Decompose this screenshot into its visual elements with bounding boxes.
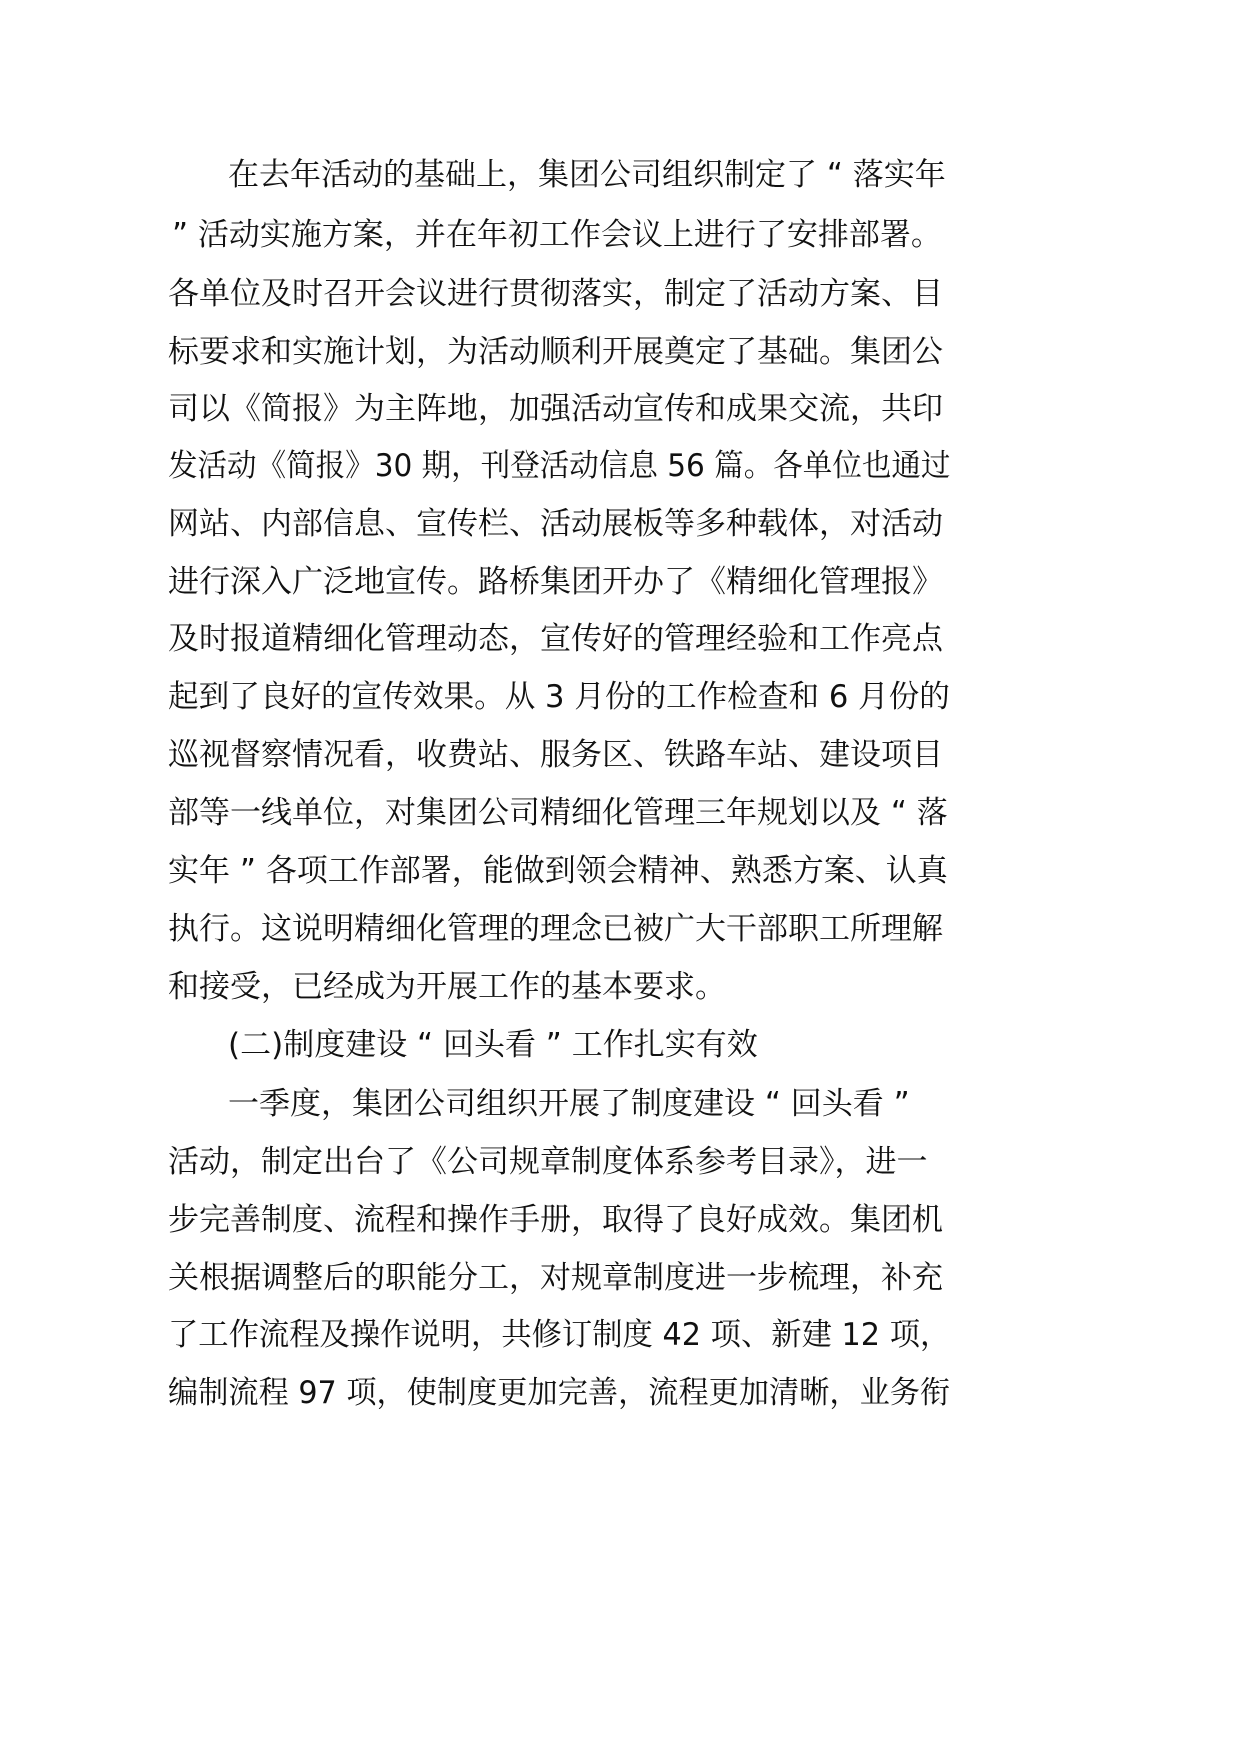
line-text: 了工作流程及操作说明，共修订制度 42 项、新建 12 项，	[168, 1317, 951, 1353]
text-line	[0, 1072, 1240, 1136]
text-line	[0, 665, 1240, 729]
text-line	[0, 897, 1240, 961]
section-heading	[0, 1013, 1240, 1077]
line-text: 起到了良好的宣传效果。从 3 月份的工作检查和 6 月份的	[168, 679, 950, 715]
line-text: 网站、内部信息、宣传栏、活动展板等多种载体，对活动	[168, 506, 943, 542]
text-line	[0, 781, 1240, 845]
line-text: 关根据调整后的职能分工，对规章制度进一步梳理，补充	[168, 1260, 943, 1296]
text-line	[0, 377, 1240, 441]
text-line	[0, 1361, 1240, 1425]
line-text: 各单位及时召开会议进行贯彻落实，制定了活动方案、目	[168, 276, 943, 312]
line-text: 活动，制定出台了《公司规章制度体系参考目录》，进一	[168, 1144, 928, 1180]
text-line	[0, 839, 1240, 903]
text-line	[0, 1303, 1240, 1367]
line-text: 执行。这说明精细化管理的理念已被广大干部职工所理解	[168, 911, 943, 947]
text-line	[0, 1130, 1240, 1194]
text-line	[0, 203, 1240, 267]
line-text: 巡视督察情况看，收费站、服务区、铁路车站、建设项目	[168, 737, 943, 773]
line-text: 发活动《简报》30 期，刊登活动信息 56 篇。各单位也通过	[168, 448, 951, 484]
line-text: 编制流程 97 项，使制度更加完善，流程更加清晰，业务衔	[168, 1375, 951, 1411]
text-line	[0, 723, 1240, 787]
line-text: 和接受，已经成为开展工作的基本要求。	[168, 969, 726, 1005]
section-heading-text: (二)制度建设 “ 回头看 ” 工作扎实有效	[228, 1027, 758, 1063]
line-text: 实年 ” 各项工作部署，能做到领会精神、熟悉方案、认真	[168, 853, 948, 889]
text-line	[0, 607, 1240, 671]
text-line	[0, 492, 1240, 556]
text-line	[0, 550, 1240, 614]
line-text: 标要求和实施计划，为活动顺利开展奠定了基础。集团公	[168, 334, 943, 370]
line-text: 司以《简报》为主阵地，加强活动宣传和成果交流，共印	[168, 391, 943, 427]
text-line	[0, 1188, 1240, 1252]
line-text: 一季度，集团公司组织开展了制度建设 “ 回头看 ”	[228, 1086, 910, 1122]
line-text: ” 活动实施方案，并在年初工作会议上进行了安排部署。	[172, 217, 942, 253]
text-line	[0, 262, 1240, 326]
line-text: 步完善制度、流程和操作手册，取得了良好成效。集团机	[168, 1202, 943, 1238]
line-text: 在去年活动的基础上，集团公司组织制定了 “ 落实年	[228, 157, 946, 193]
text-line	[0, 434, 1240, 498]
line-text: 及时报道精细化管理动态，宣传好的管理经验和工作亮点	[168, 621, 943, 657]
text-line	[0, 143, 1240, 207]
line-text: 部等一线单位，对集团公司精细化管理三年规划以及 “ 落	[168, 795, 948, 831]
line-text: 进行深入广泛地宣传。路桥集团开办了《精细化管理报》	[168, 564, 943, 600]
text-line	[0, 1246, 1240, 1310]
text-line	[0, 320, 1240, 384]
text-line	[0, 955, 1240, 1019]
